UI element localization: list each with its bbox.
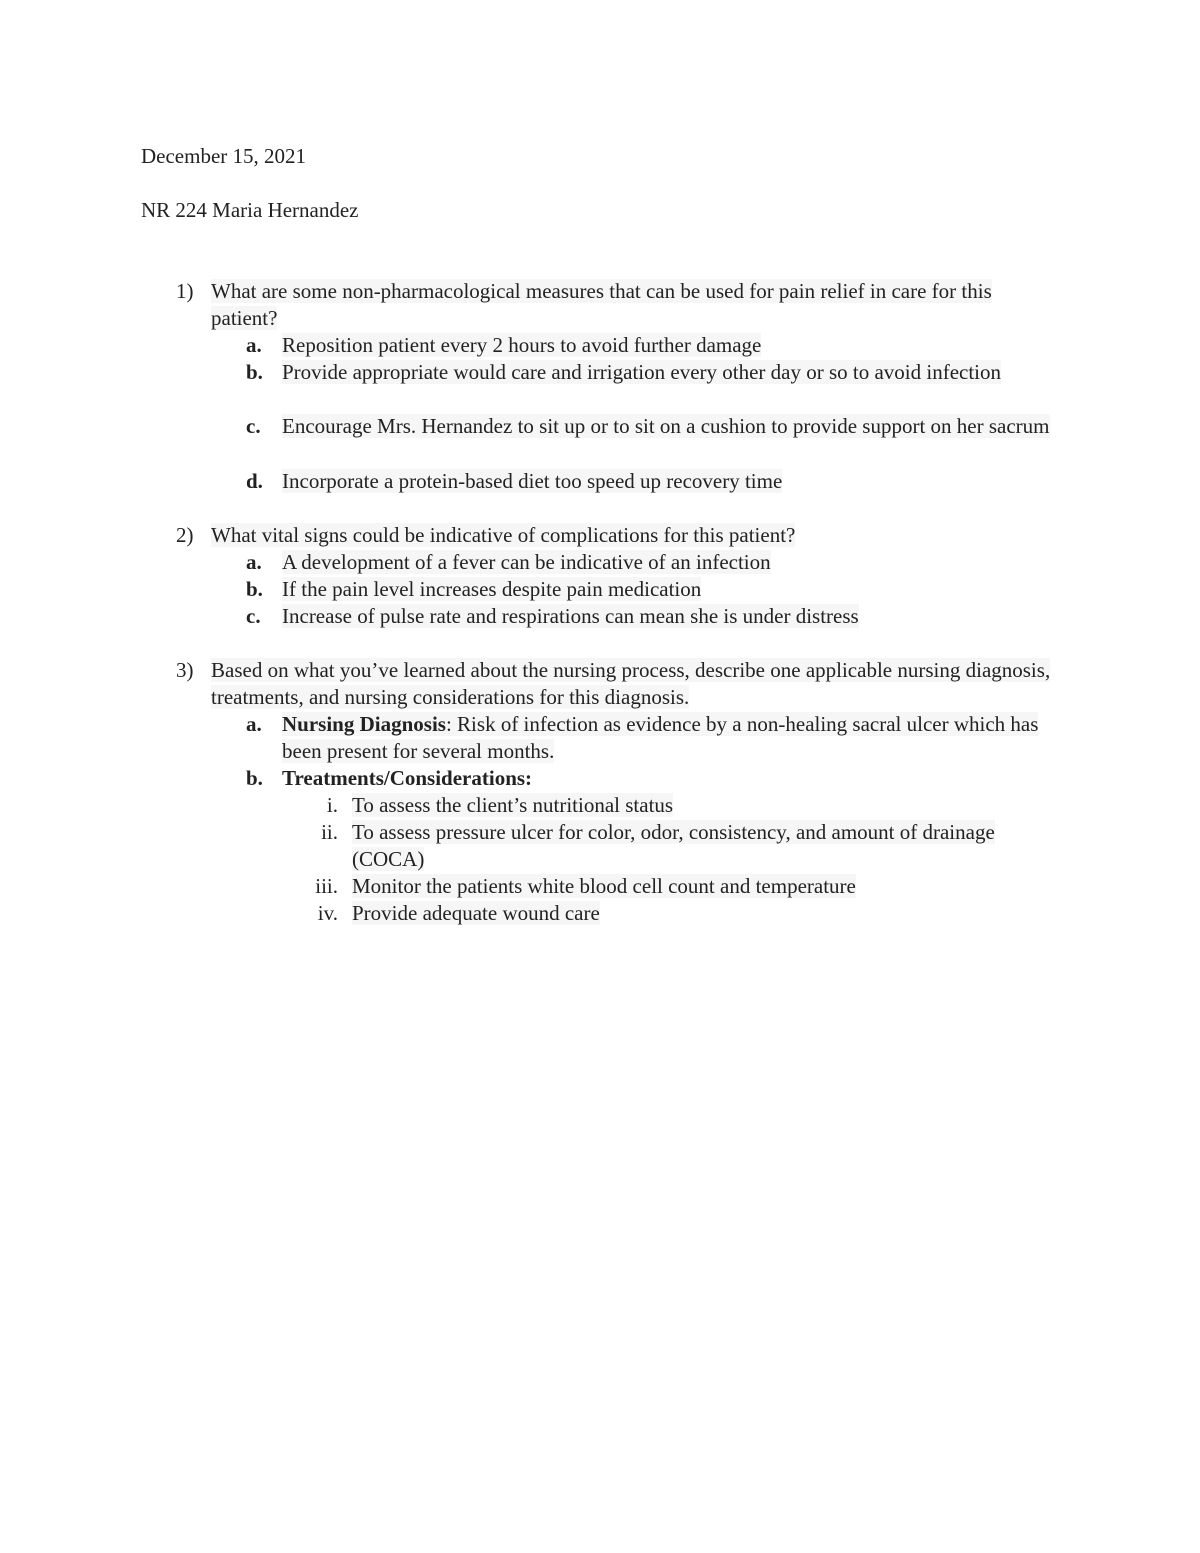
- consideration-item: To assess pressure ulcer for color, odor, consistency, and amount of drainage (COCA): [352, 820, 995, 871]
- answer-text: If the pain level increases despite pain medication: [282, 577, 702, 601]
- answer-text: Increase of pulse rate and respirations can mean she is under distress: [282, 604, 859, 628]
- question-number: 2): [176, 523, 194, 547]
- answer-marker: d.: [246, 469, 263, 493]
- question-text: Based on what you’ve learned about the nursing process, describe one applicable nursing diagnosis, treatments, and nursing considerations for this diagnosis.: [211, 658, 1051, 709]
- answer-text: Provide appropriate would care and irrigation every other day or so to avoid infection: [282, 360, 1002, 384]
- treatments-heading: Treatments/Considerations:: [282, 766, 533, 790]
- consideration-marker: iv.: [317, 901, 338, 925]
- consideration-marker: ii.: [321, 820, 338, 844]
- nursing-diagnosis-label: Nursing Diagnosis: [282, 712, 446, 736]
- consideration-marker: i.: [326, 793, 338, 817]
- answer-text: A development of a fever can be indicative of an infection: [282, 550, 771, 574]
- question-number: 3): [176, 658, 194, 682]
- answer-marker: b.: [246, 766, 263, 790]
- nursing-diagnosis-text: : Risk of infection as evidence by a non-healing sacral ulcer which has been present for several months.: [282, 712, 1039, 763]
- consideration-item: Provide adequate wound care: [352, 901, 600, 925]
- consideration-item: To assess the client’s nutritional status: [352, 793, 674, 817]
- answer-text: Reposition patient every 2 hours to avoid further damage: [282, 333, 762, 357]
- answer-marker: a.: [246, 333, 262, 357]
- answer-marker: b.: [246, 577, 263, 601]
- question-text: What vital signs could be indicative of complications for this patient?: [211, 523, 796, 547]
- consideration-item: Monitor the patients white blood cell count and temperature: [352, 874, 856, 898]
- answer-marker: c.: [246, 604, 261, 628]
- nursing-diagnosis: [282, 711, 1052, 765]
- document-author-line: NR 224 Maria Hernandez: [141, 198, 359, 222]
- document-date: December 15, 2021: [141, 144, 307, 168]
- consideration-marker: iii.: [315, 874, 338, 898]
- question-number: 1): [176, 279, 194, 303]
- question-text: What are some non-pharmacological measures that can be used for pain relief in care for this patient?: [211, 279, 992, 330]
- answer-text: Incorporate a protein-based diet too speed up recovery time: [282, 469, 783, 493]
- answer-marker: c.: [246, 414, 261, 438]
- answer-marker: b.: [246, 360, 263, 384]
- answer-marker: a.: [246, 550, 262, 574]
- answer-marker: a.: [246, 712, 262, 736]
- answer-text: Encourage Mrs. Hernandez to sit up or to sit on a cushion to provide support on her sacrum: [282, 414, 1050, 438]
